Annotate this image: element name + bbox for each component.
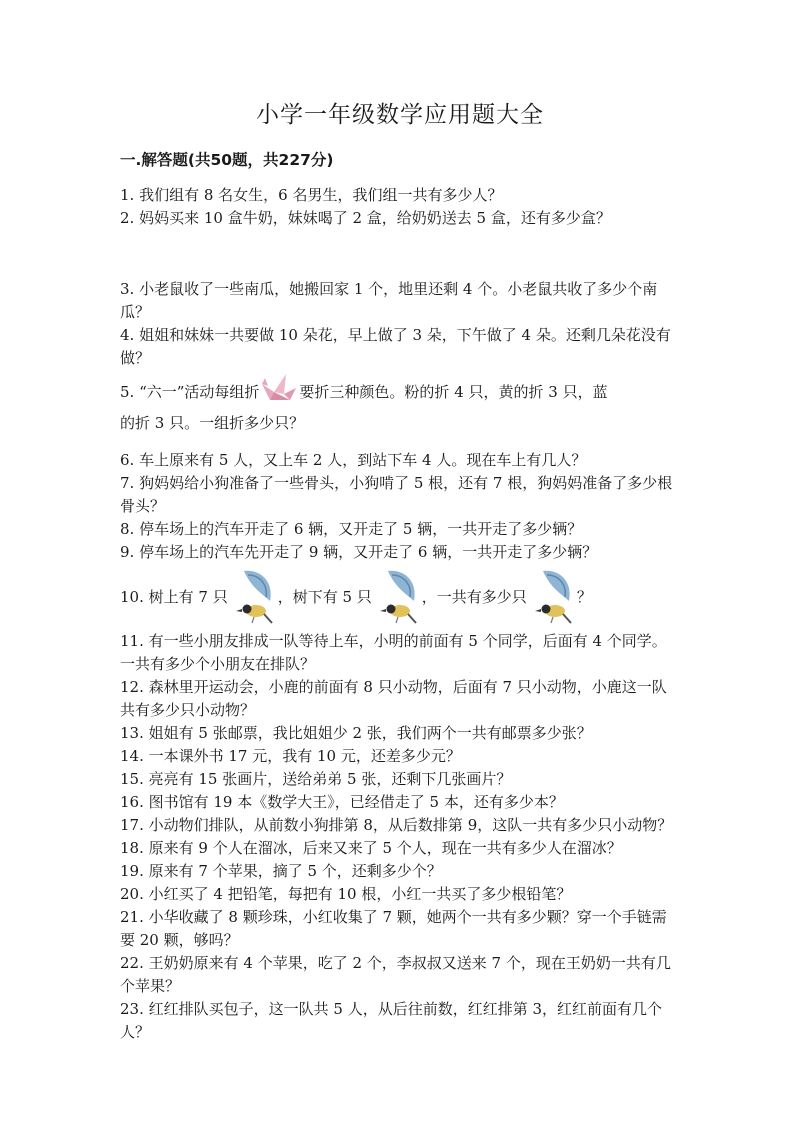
paper-crane-icon xyxy=(260,370,298,404)
question-8: 8. 停车场上的汽车开走了 6 辆，又开走了 5 辆，一共开走了多少辆？ xyxy=(120,520,583,538)
question-2: 2. 妈妈买来 10 盒牛奶，妹妹喝了 2 盒，给奶奶送去 5 盒，还有多少盒？ xyxy=(120,209,611,227)
question-10-text-a: 10. 树上有 7 只 xyxy=(120,587,228,606)
answer-space xyxy=(120,230,680,278)
question-9: 9. 停车场上的汽车先开走了 9 辆，又开走了 6 辆，一共开走了多少辆？ xyxy=(120,543,598,561)
question-20: 20. 小红买了 4 把铅笔，每把有 10 根，小红一共买了多少根铅笔？ xyxy=(120,885,572,903)
question-12: 12. 森林里开运动会，小鹿的前面有 8 只小动物，后面有 7 只小动物，小鹿这一队共有多少只小动物？ xyxy=(120,678,667,719)
question-11: 11. 有一些小朋友排成一队等待上车，小明的前面有 5 个同学，后面有 4 个同学。一共有多少个小朋友在排队？ xyxy=(120,632,667,673)
question-10-text-c: ，一共有多少只 xyxy=(421,587,527,606)
question-17: 17. 小动物们排队，从前数小狗排第 8，从后数排第 9，这队一共有多少只小动物？ xyxy=(120,816,673,834)
bird-icon xyxy=(230,567,276,627)
question-list xyxy=(120,184,680,1044)
page-title: 小学一年级数学应用题大全 xyxy=(256,102,544,128)
question-19: 19. 原来有 7 个苹果，摘了 5 个，还剩多少个？ xyxy=(120,862,442,880)
question-14: 14. 一本课外书 17 元，我有 10 元，还差多少元？ xyxy=(120,747,461,765)
question-13: 13. 姐姐有 5 张邮票，我比姐姐少 2 张，我们两个一共有邮票多少张？ xyxy=(120,724,592,742)
question-10-text-b: ，树下有 5 只 xyxy=(277,587,372,606)
question-10 xyxy=(120,566,680,628)
bird-icon xyxy=(374,567,420,627)
question-5-text-b: 要折三种颜色。粉的折 4 只，黄的折 3 只，蓝 xyxy=(299,383,608,401)
question-10-text-d: ？ xyxy=(576,587,592,606)
question-22: 22. 王奶奶原来有 4 个苹果，吃了 2 个，李叔叔又送来 7 个，现在王奶奶一共有几个苹果？ xyxy=(120,954,671,995)
question-15: 15. 亮亮有 15 张画片，送给弟弟 5 张，还剩下几张画片？ xyxy=(120,770,512,788)
question-3: 3. 小老鼠收了一些南瓜，她搬回家 1 个，地里还剩 4 个。小老鼠共收了多少个南瓜？ xyxy=(120,280,658,321)
question-21: 21. 小华收藏了 8 颗珍珠，小红收集了 7 颗，她两个一共有多少颗？穿一个手链需要 20 颗，够吗？ xyxy=(120,908,667,949)
question-7: 7. 狗妈妈给小狗准备了一些骨头，小狗啃了 5 根，还有 7 根，狗妈妈准备了多少根骨头？ xyxy=(120,474,673,515)
section-heading: 一.解答题(共50题，共227分) xyxy=(120,151,334,169)
question-5-text-a: 5. “六一”活动每组折 xyxy=(120,383,260,401)
question-5-text-c: 的折 3 只。一组折多少只？ xyxy=(120,414,305,432)
question-23: 23. 红红排队买包子，这一队共 5 人，从后往前数，红红排第 3，红红前面有几个人？ xyxy=(120,1000,663,1041)
question-4: 4. 姐姐和妹妹一共要做 10 朵花，早上做了 3 朵，下午做了 4 朵。还剩几朵花没有做？ xyxy=(120,326,671,367)
question-6: 6. 车上原来有 5 人，又上车 2 人，到站下车 4 人。现在车上有几人？ xyxy=(120,451,587,469)
question-1: 1. 我们组有 8 名女生，6 名男生，我们组一共有多少人？ xyxy=(120,186,503,204)
question-5 xyxy=(120,370,680,449)
bird-icon xyxy=(529,567,575,627)
question-16: 16. 图书馆有 19 本《数学大王》，已经借走了 5 本，还有多少本？ xyxy=(120,793,564,811)
question-18: 18. 原来有 9 个人在溜冰，后来又来了 5 个人，现在一共有多少人在溜冰？ xyxy=(120,839,622,857)
